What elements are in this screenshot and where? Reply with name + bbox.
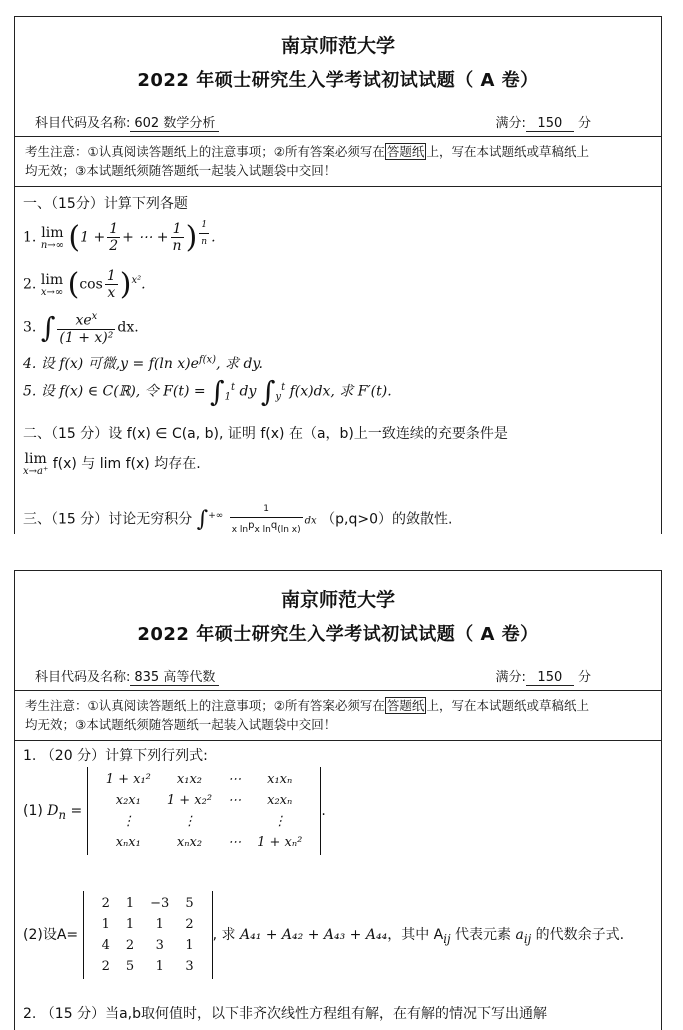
exam-meta [15,106,661,136]
matrix-cell: 3 [155,938,164,953]
q2-text: 二、（15 分）设 f(x) ∈ C(a, b), 证明 f(x) 在（a，b)上一致连续的充要条件是 [23,426,508,442]
matrix-cell: 1 [125,917,135,932]
q1-item-5: 5. 设 f(x) ∈ C(ℝ), 令 $F(t) = \int_1^t$ dy $\int_y^t$ f(x)dx, 求 F′(t). [23,375,392,408]
notice-text-b: 上，写在本试题纸或草稿纸上 [426,144,589,159]
q1-item-2: 2. lim x→∞ (cos $\frac{1}{x}$ )$^{x^2}$. [23,267,146,302]
notice-text-b: 上，写在本试题纸或草稿纸上 [426,698,589,713]
subject-value: 835 高等代数 [130,666,219,686]
matrix-cell: 3 [185,959,194,974]
notice-boxed-word: 答题纸 [386,144,425,159]
matrix-a [83,891,213,979]
score-value: 150 [526,670,574,686]
item4-text: 4. 设 f(x) 可微,y = f(ln x)e [23,356,199,372]
subject-label: 科目代码及名称: [35,116,131,131]
score-value: 150 [526,116,574,132]
q2-text: 2. （15 分）当a,b取何值时，以下非齐次线性方程组有解，在有解的情况下写出通解 [23,1006,547,1022]
q1-item-1: 1. lim n→∞ (1 + $\frac{1}{2}$ + ⋯ + $\frac{1}{n}$ ) $^{\frac{1}{n}}$ . [23,217,216,255]
subject-label: 科目代码及名称: [35,670,131,685]
part2-tail: ，其中 A [387,927,444,943]
item-number: 2. [23,276,37,293]
full-score [495,112,591,132]
subject-value: 602 数学分析 [130,112,219,132]
q1-item-4 [23,353,263,373]
q2-line2-text: f(x) 与 lim f(x) 均存在. [52,456,201,472]
matrix-cell: 2 [125,938,135,953]
cofactor-sum: A₄₁ + A₄₂ + A₄₃ + A₄₄ [239,927,388,943]
part2-tail2: 代表元素 [455,927,512,943]
score-label: 满分: [495,670,526,685]
exam-sheet-algebra [14,570,662,1030]
limit: lim x→a⁺ [23,451,49,477]
item-number: 3. [23,319,37,336]
matrix-cell: 5 [125,959,135,974]
matrix-cell: 2 [185,917,194,932]
matrix-cell: 4 [101,938,110,953]
matrix-cell: 5 [185,896,194,911]
notice-box [15,136,661,187]
q3-tail: （p,q>0）的敛散性. [321,511,453,528]
notice-boxed-word: 答题纸 [386,698,425,713]
q1-heading: 1. （20 分）计算下列行列式: [23,748,208,764]
item-number: 1. [23,229,37,246]
score-label: 满分: [495,116,526,131]
q3-lead: 三、（15 分）讨论无穷积分 [23,511,193,528]
matrix-cell: 1 [155,959,164,974]
full-score [495,666,591,686]
q1-part1: (1) $D_n$ = 1 + x₁² x₁x₂ ⋯ x₁xₙ x₂x₁ 1 + x₂² ⋯ x₂xₙ ⋮ ⋮ ⋮ xₙx₁ xₙx₂ ⋯ 1 + xₙ² . [23,767,326,855]
determinant-dn: 1 + x₁² x₁x₂ ⋯ x₁xₙ x₂x₁ 1 + x₂² ⋯ x₂xₙ ⋮ ⋮ ⋮ xₙx₁ xₙx₂ ⋯ 1 + xₙ² [87,767,322,855]
matrix-cell: 2 [101,896,110,911]
q1-item-3: 3. ∫ $\frac{xe^x}{\text{(1 + x)²}}$ dx. [23,310,139,346]
questions-area [15,741,661,1030]
part2-mid: , 求 [212,927,236,943]
matrix-cell: 1 [155,917,164,932]
item4-sup: f(x) [198,354,217,366]
subject [35,112,219,132]
q2-line2 [23,451,201,477]
score-unit: 分 [577,116,591,131]
score-unit: 分 [577,670,591,685]
subject [35,666,219,686]
matrix-cell: 2 [101,959,110,974]
questions-area [15,187,661,534]
part1-label: (1) [23,803,43,819]
notice-box [15,690,661,741]
limit: lim x→∞ [40,271,64,298]
q3-text: 三、（15 分）讨论无穷积分 ∫+∞ $\frac{1}{x \ln^px \ln^q(\ln x)}$ dx （p,q>0）的敛散性. [23,501,452,534]
exam-meta [15,660,661,690]
limit: lim n→∞ [40,224,64,251]
university-name: 南京师范大学 [280,589,395,611]
notice-text-a: 考生注意：①认真阅读答题纸上的注意事项；②所有答案必须写在 [25,698,385,713]
item4-tail: , 求 dy. [216,356,263,372]
matrix-cell: 1 [185,938,194,953]
exam-sheet-analysis [14,16,662,534]
matrix-cell: −3 [150,896,170,911]
exam-title: 2022 年硕士研究生入学考试初试试题（ A 卷） [137,624,539,645]
notice-text-c: 均无效；③本试题纸须随答题纸一起装入试题袋中交回！ [25,717,337,732]
notice-text-a: 考生注意：①认真阅读答题纸上的注意事项；②所有答案必须写在 [25,144,385,159]
q1-heading: 一、（15分）计算下列各题 [23,196,188,212]
notice-text-c: 均无效；③本试题纸须随答题纸一起装入试题袋中交回！ [25,163,337,178]
matrix-cell: 1 [101,917,110,932]
q1-part2: (2)设A= 2 1 −3 5 1 1 1 2 4 2 3 1 2 5 1 3 , 求 A₄₁ + A₄₂ + A₄₃ + A₄₄，其中 $A_{ij}$ 代表元素 $a_{ij}$ 的代数余子式. [23,891,624,979]
det-lhs: D [47,803,59,819]
item5-tail: f(x)dx, 求 F′(t). [289,383,392,400]
item5-text: 5. 设 f(x) ∈ C(ℝ), 令 F(t) = [23,383,206,400]
part2-label: (2)设A= [23,927,79,943]
matrix-cell: 1 [125,896,135,911]
part2-tail3: 的代数余子式. [535,927,625,943]
university-name: 南京师范大学 [280,35,395,57]
exam-title: 2022 年硕士研究生入学考试初试试题（ A 卷） [137,70,539,91]
